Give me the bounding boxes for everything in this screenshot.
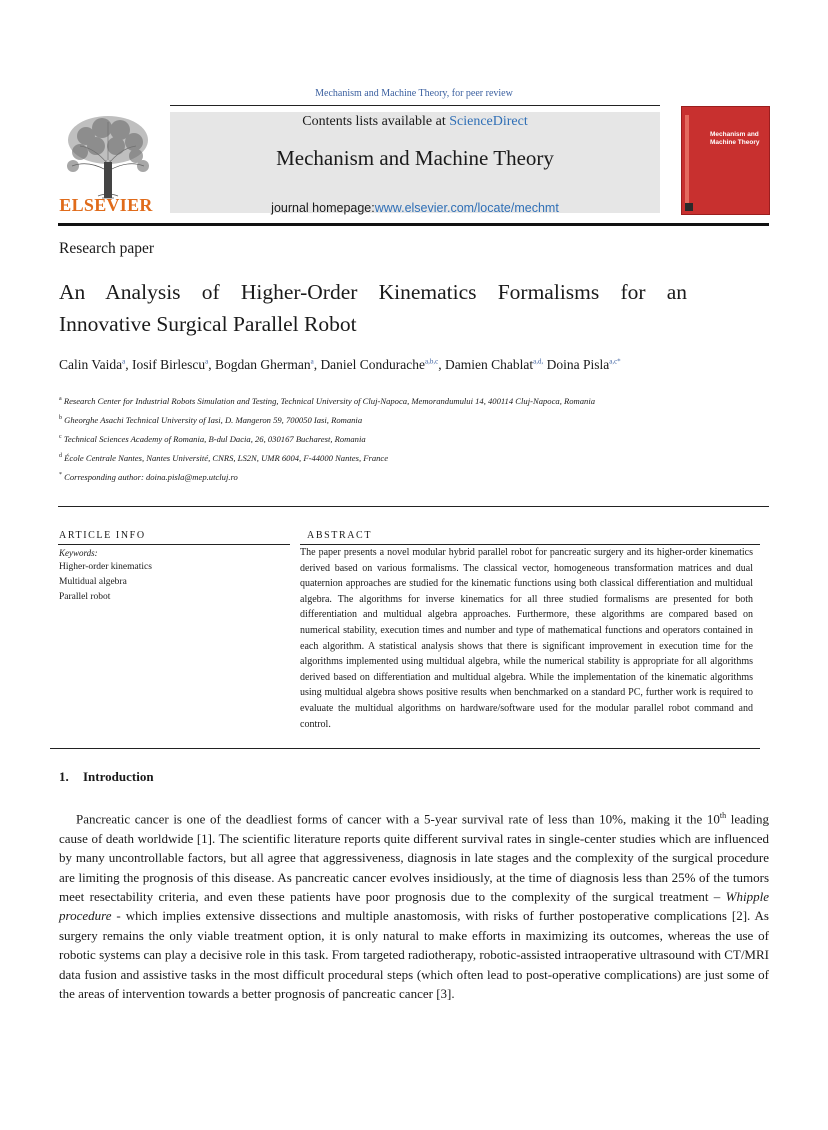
masthead-bottom-rule (58, 223, 769, 226)
paragraph-text: leading cause of death worldwide [1]. The scientific literature reports quite different survival rates in single-center studies which are influenced by many uncontrollable factors, but all agree that aggressiveness, diagnosis in late stages and the complexity of the surgical procedure are limiting the prognosis of this disease. As pancreatic cancer evolves insidiously, at the time of diagnosis less than 25% of the tumors meet resectability criteria, and even these patients have poor prognosis due to the complexity of the surgical treatment – (59, 811, 769, 904)
author: Doina Pisla (546, 357, 610, 372)
section-number: 1. (59, 769, 69, 784)
running-head: Mechanism and Machine Theory, for peer review (315, 88, 513, 99)
article-title (59, 276, 687, 340)
keyword: Higher-order kinematics (59, 562, 152, 572)
cover-title: Mechanism and Machine Theory (710, 131, 760, 147)
affiliation-sup: d (59, 453, 62, 460)
title-line-1: An Analysis of Higher-Order Kinematics Formalisms for an (59, 280, 687, 304)
author-sup: a (122, 357, 126, 366)
journal-cover-image (681, 106, 770, 215)
author-separator: , (438, 357, 445, 372)
affiliation-text: Technical Sciences Academy of Romania, B-dul Dacia, 26, 030167 Bucharest, Romania (63, 434, 366, 444)
author-sup: a,b,c (425, 357, 439, 366)
article-type: Research paper (59, 240, 155, 257)
affiliation (59, 396, 595, 406)
affiliation-sup: b (59, 415, 62, 422)
section-title: Introduction (83, 769, 154, 784)
author-list (59, 357, 621, 373)
affiliation-sup: * (59, 472, 62, 479)
affiliation-text: Gheorghe Asachi Technical University of Iasi, D. Mangeron 59, 700050 Iasi, Romania (64, 415, 363, 425)
affiliation-text: Research Center for Industrial Robots Simulation and Testing, Technical University of Cluj-Napoca, Memorandumului 14, 400114 Cluj-Napoca, Romania (63, 396, 596, 406)
author-separator: , (208, 357, 215, 372)
contents-prefix: Contents lists available at (302, 114, 446, 129)
section-heading (59, 769, 154, 785)
author-sup: a,d, (533, 357, 544, 366)
article-info-heading: ARTICLE INFO (59, 530, 146, 541)
homepage-link[interactable]: www.elsevier.com/locate/mechmt (374, 201, 559, 215)
header-bottom-rule (58, 506, 769, 507)
abstract-bottom-rule (50, 748, 760, 749)
sciencedirect-link[interactable]: ScienceDirect (449, 114, 528, 129)
homepage-prefix: journal homepage: (271, 201, 375, 215)
paragraph-text: - which implies extensive dissections and multiple anastomosis, with risks of further postoperative complications [2]. As surgery remains the only viable treatment option, it is only natural to make efforts in maximizing its outcomes, whereas the use of robotic systems can play a decisive role in this task. From targeted radiotherapy, robotic-assisted intraoperative ultrasound with CT/MRI data fusion and assistive tasks in the most difficult procedural steps (which often lead to post-operative complications) are just some of the areas of intervention towards a better prognosis of pancreatic cancer [3]. (59, 908, 769, 1001)
author: Iosif Birlescu (131, 357, 206, 372)
author: Bogdan Gherman (214, 357, 311, 372)
affiliation (59, 415, 362, 425)
affiliation (59, 453, 388, 463)
author: Daniel Condurache (320, 357, 426, 372)
author-separator: , (313, 357, 321, 372)
publisher-wordmark: ELSEVIER (59, 195, 153, 215)
affiliation-text: École Centrale Nantes, Nantes Université, CNRS, LS2N, UMR 6004, F-44000 Nantes, France (64, 453, 389, 463)
journal-homepage (170, 201, 660, 215)
affiliation-sup: a (59, 396, 62, 403)
author-sup: a (310, 357, 314, 366)
title-line-2: Innovative Surgical Parallel Robot (59, 312, 357, 336)
cover-strip (685, 115, 689, 206)
affiliation (59, 434, 366, 444)
article-info-rule (58, 544, 290, 545)
ordinal-sup: th (719, 811, 727, 820)
masthead-top-rule (170, 105, 660, 106)
affiliation-text[interactable]: Corresponding author: doina.pisla@mep.utcluj.ro (64, 472, 238, 482)
keywords-label: Keywords: (59, 548, 98, 558)
keyword: Multidual algebra (59, 577, 127, 587)
author-sup: a (205, 357, 209, 366)
contents-line (170, 114, 660, 130)
journal-name: Mechanism and Machine Theory (276, 146, 554, 170)
abstract-body: The paper presents a novel modular hybrid parallel robot for pancreatic surgery and its higher-order kinematics derived based on various formalisms. The classical vector, homogeneous transformation matrices and dual quaternion approaches are studied for the kinematic functions using both classical differentiation and multidual algebra. The algorithms for inverse kinematics for all three studied formalisms are presented for both differentiation and multidual algebra approaches. Furthermore, these algorithms are compared based on numerical stability, execution times and number and type of mathematical functions and operators contained in each algorithm. A statistical analysis shows that there is significant improvement in execution time for the algorithms implemented using multidual algebra, while the numerical stability is appropriate for all algorithms derived based on differentiation and multidual algebra. While the implementation of the kinematic algorithms using multidual algebra shows positive results when benchmarked on a standard PC, further work is required to evaluate the multidual algorithms on hardware/software used for the modular parallel robot command and control. (300, 547, 753, 730)
author-sup: a,c* (609, 357, 621, 366)
corresponding-author (59, 472, 238, 482)
affiliation-sup: c (59, 434, 62, 441)
paragraph-emphasis: Whipple procedure (59, 888, 769, 924)
paragraph-text: Pancreatic cancer is one of the deadliest forms of cancer with a 5-year survival rate of less than 10%, making it the 10 (76, 811, 720, 827)
abstract-heading: ABSTRACT (307, 530, 373, 541)
author: Damien Chablat (445, 357, 534, 372)
cover-logo (685, 203, 693, 211)
intro-paragraph (59, 806, 769, 1003)
keyword: Parallel robot (59, 592, 111, 602)
author: Calin Vaida (59, 357, 123, 372)
author-separator: , (125, 357, 132, 372)
